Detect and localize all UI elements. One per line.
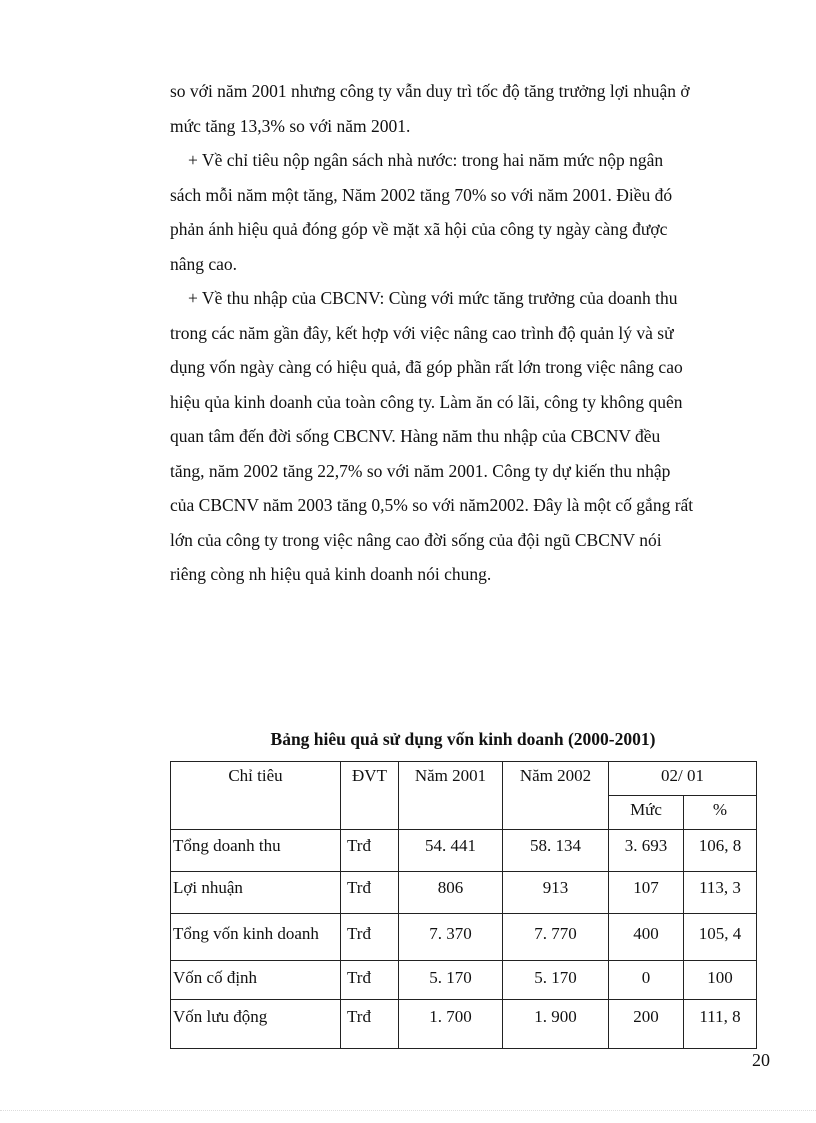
cell-level: 0: [609, 961, 684, 1000]
paragraph-budget: [170, 143, 730, 281]
cell-level: 400: [609, 914, 684, 961]
cell-2002: 5. 170: [503, 961, 609, 1000]
table-row: [171, 914, 757, 961]
text-line: + Về chỉ tiêu nộp ngân sách nhà nước: trong hai năm mức nộp ngân: [188, 150, 664, 170]
cell-unit: Trđ: [341, 830, 399, 872]
text-line: của CBCNV năm 2003 tăng 0,5% so với năm2002. Đây là một cố gắng rất: [170, 495, 694, 515]
cell-2001: 54. 441: [399, 830, 503, 872]
cell-indicator: Lợi nhuận: [171, 872, 341, 914]
cell-level: 200: [609, 1000, 684, 1049]
text-line: phản ánh hiệu quả đóng góp về mặt xã hội của công ty ngày càng được: [170, 219, 668, 239]
table-title: Bảng hiêu quả sử dụng vốn kinh doanh (2000-2001): [270, 729, 656, 749]
cell-indicator: Vốn lưu động: [171, 1000, 341, 1049]
cell-2002: 7. 770: [503, 914, 609, 961]
cell-2002: 1. 900: [503, 1000, 609, 1049]
cell-unit: Trđ: [341, 1000, 399, 1049]
cell-unit: Trđ: [341, 914, 399, 961]
text-line: nâng cao.: [170, 253, 238, 274]
cell-2001: 7. 370: [399, 914, 503, 961]
header-level: Mức: [609, 796, 684, 830]
cell-percent: 113, 3: [684, 872, 757, 914]
text-line: lớn của công ty trong việc nâng cao đời sống của đội ngũ CBCNV nói: [170, 529, 662, 550]
cell-2002: 913: [503, 872, 609, 914]
cell-percent: 111, 8: [684, 1000, 757, 1049]
cell-percent: 106, 8: [684, 830, 757, 872]
text-line: tăng, năm 2002 tăng 22,7% so với năm 2001. Công ty dự kiến thu nhập: [170, 460, 671, 481]
cell-2001: 806: [399, 872, 503, 914]
text-line: so với năm 2001 nhưng công ty vẫn duy trì tốc độ tăng trưởng lợi nhuận ở: [170, 81, 690, 101]
page-number: 20: [752, 1050, 770, 1070]
header-year-2002: Năm 2002: [503, 762, 609, 830]
cell-2001: 5. 170: [399, 961, 503, 1000]
text-line: hiệu qủa kinh doanh của toàn công ty. Làm ăn có lãi, công ty không quên: [170, 391, 683, 412]
text-line: trong các năm gần đây, kết hợp với việc nâng cao trình độ quản lý và sử: [170, 322, 674, 343]
text-line: dụng vốn ngày càng có hiệu quả, đã góp phần rất lớn trong việc nâng cao: [170, 357, 683, 377]
capital-efficiency-table: [170, 761, 757, 1049]
footer-divider: [0, 1110, 816, 1111]
cell-2002: 58. 134: [503, 830, 609, 872]
text-line: riêng còng nh hiệu quả kinh doanh nói chung.: [170, 564, 492, 584]
text-line: + Về thu nhập của CBCNV: Cùng với mức tăng trưởng của doanh thu: [188, 288, 678, 308]
header-percent: %: [684, 796, 757, 830]
table-row: [171, 872, 757, 914]
text-line: mức tăng 13,3% so với năm 2001.: [170, 115, 411, 136]
cell-2001: 1. 700: [399, 1000, 503, 1049]
text-line: sách mỗi năm một tăng, Năm 2002 tăng 70% so với năm 2001. Điều đó: [170, 184, 673, 205]
table-row: [171, 830, 757, 872]
text-line: quan tâm đến đời sống CBCNV. Hàng năm thu nhập của CBCNV đều: [170, 426, 661, 446]
cell-percent: 105, 4: [684, 914, 757, 961]
cell-unit: Trđ: [341, 961, 399, 1000]
header-year-2001: Năm 2001: [399, 762, 503, 830]
cell-indicator: Tổng doanh thu: [171, 830, 341, 872]
cell-indicator: Vốn cố định: [171, 961, 341, 1000]
table-row: [171, 1000, 757, 1049]
cell-unit: Trđ: [341, 872, 399, 914]
table-row: [171, 961, 757, 1000]
paragraph-profit: [170, 74, 730, 143]
paragraph-income: [170, 281, 730, 592]
header-compare: 02/ 01: [609, 762, 757, 796]
cell-indicator: Tổng vốn kinh doanh: [171, 914, 341, 961]
cell-percent: 100: [684, 961, 757, 1000]
header-unit: ĐVT: [341, 762, 399, 830]
header-indicator: Chỉ tiêu: [171, 762, 341, 830]
table-header-row: [171, 762, 757, 796]
cell-level: 3. 693: [609, 830, 684, 872]
cell-level: 107: [609, 872, 684, 914]
